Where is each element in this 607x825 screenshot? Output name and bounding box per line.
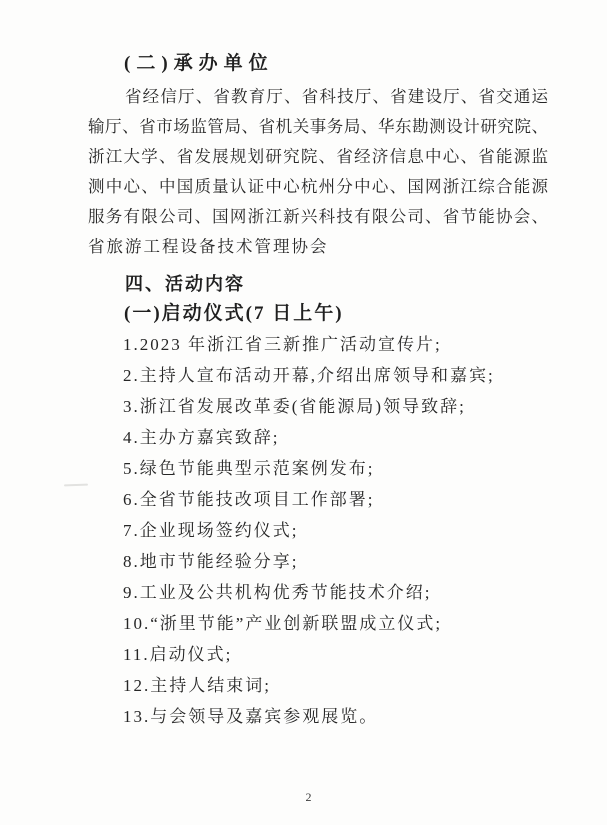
agenda-item: 5.绿色节能典型示范案例发布; (123, 459, 375, 478)
scan-artifact-mark (64, 484, 88, 487)
document-content (88, 49, 548, 732)
agenda-item: 12.主持人结束词; (123, 676, 271, 695)
launch-ceremony-subheading: (一)启动仪式(7 日上午) (124, 303, 344, 324)
organizer-line: 测中心、中国质量认证中心杭州分中心、国网浙江综合能源 (88, 177, 548, 196)
page-number: 2 (305, 790, 312, 804)
organizer-line: 服务有限公司、国网浙江新兴科技有限公司、省节能协会、 (88, 207, 548, 226)
agenda-item: 3.浙江省发展改革委(省能源局)领导致辞; (123, 397, 466, 416)
agenda-item: 11.启动仪式; (123, 645, 233, 664)
organizer-section-heading: (二)承办单位 (124, 53, 274, 74)
organizer-line: 浙江大学、省发展规划研究院、省经济信息中心、省能源监 (88, 147, 548, 166)
activities-section-heading: 四、活动内容 (125, 274, 245, 294)
organizer-line: 省经信厅、省教育厅、省科技厅、省建设厅、省交通运 (125, 87, 548, 106)
organizer-paragraph (88, 82, 548, 262)
agenda-item: 13.与会领导及嘉宾参观展览。 (123, 707, 379, 726)
organizer-line: 省旅游工程设备技术管理协会 (88, 237, 329, 256)
agenda-list (88, 329, 548, 732)
agenda-item: 4.主办方嘉宾致辞; (123, 428, 280, 447)
agenda-item: 6.全省节能技改项目工作部署; (123, 490, 375, 509)
agenda-item: 7.企业现场签约仪式; (123, 521, 299, 540)
agenda-item: 8.地市节能经验分享; (123, 552, 299, 571)
agenda-item: 9.工业及公共机构优秀节能技术介绍; (123, 583, 432, 602)
agenda-item: 1.2023 年浙江省三新推广活动宣传片; (123, 335, 442, 354)
agenda-item: 2.主持人宣布活动开幕,介绍出席领导和嘉宾; (123, 366, 495, 385)
organizer-line: 输厅、省市场监管局、省机关事务局、华东勘测设计研究院、 (88, 117, 548, 136)
agenda-item: 10.“浙里节能”产业创新联盟成立仪式; (123, 614, 443, 633)
